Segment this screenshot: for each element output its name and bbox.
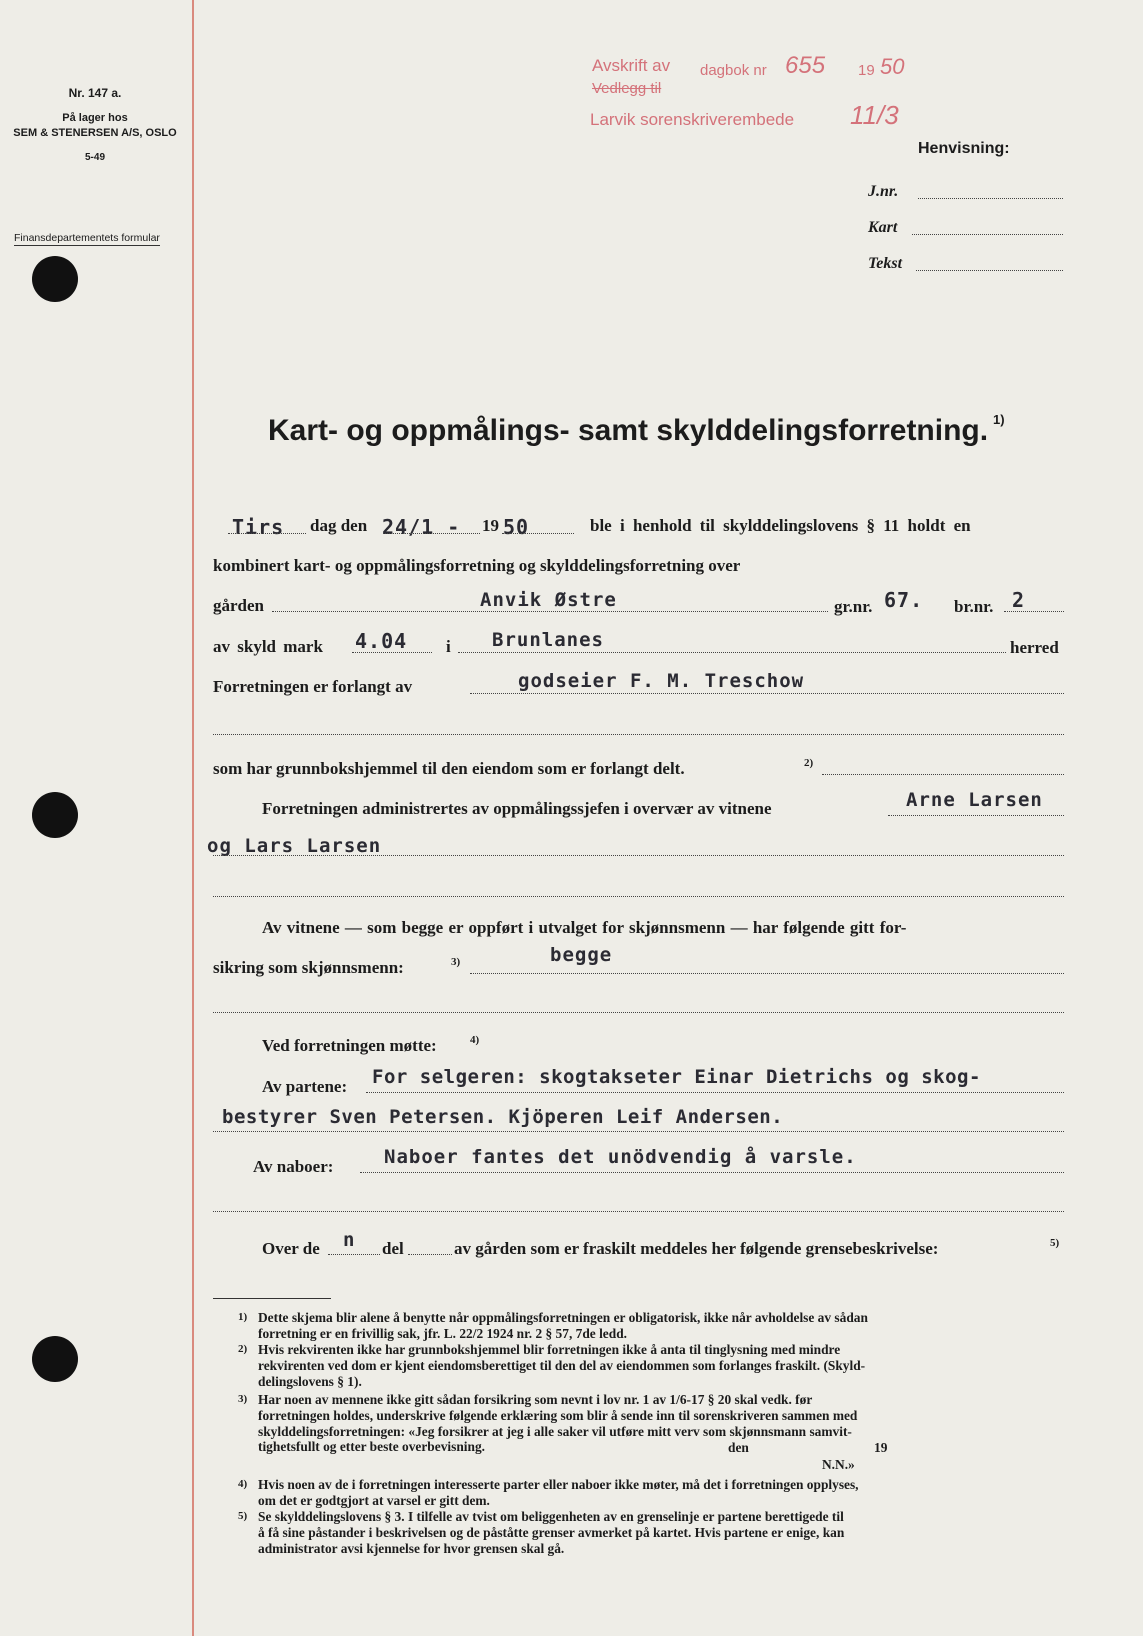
admin-text: Forretningen administrertes av oppmålingssjefen i overvær av vitnene: [262, 799, 772, 818]
skyld-value: 4.04: [355, 629, 408, 653]
year-prefix: 19: [482, 516, 499, 535]
stamp-dagbok: dagbok nr: [700, 62, 767, 79]
kart-label: Kart: [868, 219, 898, 236]
footnote-line: å få sine påstander i beskrivelsen og de påståtte grenser avmerket på kartet. Hvis partene er enige, kan: [258, 1524, 845, 1540]
form-number: Nr. 147 a.: [68, 86, 122, 100]
reference-heading: Henvisning:: [918, 140, 1010, 157]
date-value: 24/1 -: [382, 515, 461, 539]
footnote-line: Dette skjema blir alene å benytte når oppmålingsforretningen er obligatorisk, ikke når avholdelse av sådan: [258, 1310, 868, 1325]
garden-line: [272, 611, 828, 612]
stamp-journal-number: 655: [785, 52, 826, 79]
footnote-line: administrator avsi kjennelse for hvor grensen skal gå.: [258, 1540, 565, 1556]
hjemmel-line: [822, 774, 1064, 775]
over-line: [328, 1254, 380, 1255]
forlangt-line2: [213, 734, 1064, 735]
witness-line2: [213, 855, 1064, 856]
stamp-office: Larvik sorenskriverembede: [590, 110, 795, 129]
witness-value1: Arne Larsen: [906, 789, 1043, 811]
footnote3-year: 19: [874, 1440, 888, 1455]
edition: 5-49: [84, 152, 105, 163]
footnote-line: skylddelingsforretningen: «Jeg forsikrer at jeg i alle saker vil utføre mitt verv som skjønnsmann samvit-: [258, 1423, 852, 1439]
vitne-line1: Av vitnene — som begge er oppført i utvalget for skjønnsmenn — har følgende gitt for-: [262, 918, 907, 937]
vitne-note: 3): [451, 956, 461, 968]
stamp-year-prefix: 19: [858, 62, 875, 79]
partene-line1: [366, 1092, 1064, 1093]
hjemmel-text: som har grunnbokshjemmel til den eiendom som er forlangt delt.: [213, 759, 685, 778]
jnr-line: [918, 198, 1063, 199]
partene-value1: For selgeren: skogtakseter Einar Dietrichs og skog-: [372, 1066, 981, 1088]
skyld-label: av skyld mark: [213, 637, 323, 656]
i-label: i: [446, 637, 451, 656]
footnote-line: forretning er en frivillig sak, jfr. L. 22/2 1924 nr. 2 § 57, 7de ledd.: [258, 1325, 627, 1341]
herred-line: [458, 652, 1006, 653]
form-source: Finansdepartementets formular: [14, 232, 160, 244]
punch-hole: [32, 1336, 78, 1382]
footnote-3: [238, 1392, 1066, 1455]
stamp-vedlegg: Vedlegg til: [592, 80, 662, 97]
over-label: Over de: [262, 1239, 320, 1258]
date-line: [385, 533, 480, 534]
over-note: 5): [1050, 1237, 1060, 1249]
garden-value: Anvik Østre: [480, 589, 617, 611]
footnote-line: Hvis rekvirenten ikke har grunnbokshjemmel blir forretningen ikke å anta til tinglysning med mindre: [258, 1342, 841, 1357]
footnote-line: tighetsfullt og etter beste overbevisning.: [258, 1439, 485, 1455]
punch-hole: [32, 792, 78, 838]
partene-label: Av partene:: [262, 1077, 348, 1096]
footnote3-den: den: [728, 1440, 749, 1455]
del-line: [408, 1254, 452, 1255]
admin-line: [888, 815, 1064, 816]
forlangt-label: Forretningen er forlangt av: [213, 677, 413, 696]
naboer-label: Av naboer:: [253, 1157, 334, 1176]
footnote3-signature: N.N.»: [822, 1457, 855, 1472]
over-value: n: [343, 1229, 356, 1251]
dag-label: dag den: [310, 516, 368, 535]
weekday-value: Tirs: [232, 515, 285, 539]
footnote-num: 1): [238, 1311, 248, 1323]
vitne-value: begge: [550, 944, 613, 966]
footnote-line: Har noen av mennene ikke gitt sådan forsikring som nevnt i lov nr. 1 av 1/6-17 § 20 skal vedk. før: [258, 1392, 813, 1407]
footnote-2: [238, 1342, 1066, 1389]
herred-value: Brunlanes: [492, 629, 604, 651]
supplier-line2: SEM & STENERSEN A/S, OSLO: [13, 127, 177, 139]
footnote-line: om det er godtgjort at varsel er gitt dem.: [258, 1492, 490, 1508]
year-line: [502, 533, 574, 534]
motte-label: Ved forretningen møtte:: [262, 1036, 437, 1055]
footnote-5: [238, 1509, 1066, 1556]
tekst-line: [916, 270, 1063, 271]
jnr-label: J.nr.: [868, 183, 899, 200]
footnote-line: rekvirenten ved dom er kjent eiendomsberettiget til den del av eiendommen som forlanges fraskilt. (Skyld-: [258, 1357, 866, 1373]
hjemmel-note: 2): [804, 757, 814, 769]
intro-line2: kombinert kart- og oppmålingsforretning og skylddelingsforretning over: [213, 556, 741, 575]
kart-line: [912, 234, 1063, 235]
skyld-line: [352, 652, 432, 653]
forlangt-value: godseier F. M. Treschow: [518, 670, 805, 692]
partene-value2: bestyrer Sven Petersen. Kjöperen Leif Andersen.: [222, 1106, 784, 1128]
brnr-line: [1004, 611, 1064, 612]
footnote-4: [238, 1477, 1066, 1509]
stamp-year: 50: [880, 54, 905, 79]
vitne-line: [470, 973, 1064, 974]
intro-rest: ble i henhold til skylddelingslovens § 11 holdt en: [590, 516, 971, 535]
brnr-label: br.nr.: [954, 597, 994, 616]
footnote-line: Se skylddelingslovens § 3. I tilfelle av tvist om beliggenheten av en grenselinje er partene berettigede til: [258, 1509, 844, 1524]
footnote-num: 5): [238, 1510, 248, 1522]
stamp-date: 11/3: [850, 100, 899, 130]
vitne-line-extra: [213, 1012, 1064, 1013]
over-rest: av gården som er fraskilt meddeles her følgende grensebeskrivelse:: [454, 1239, 939, 1258]
naboer-value: Naboer fantes det unödvendig å varsle.: [384, 1146, 857, 1168]
footnote-line: Hvis noen av de i forretningen interesserte parter eller naboer ikke møter, må det i forretningen opplyses,: [258, 1477, 859, 1492]
document-title: Kart- og oppmålings- samt skylddelingsforretning.: [268, 414, 989, 447]
margin-line: [192, 0, 194, 1636]
del-label: del: [382, 1239, 404, 1258]
footnote-num: 2): [238, 1343, 248, 1355]
witness-value2: og Lars Larsen: [207, 835, 382, 857]
footnote-1: [238, 1310, 1066, 1342]
grnr-label: gr.nr.: [834, 597, 873, 616]
naboer-line: [360, 1172, 1064, 1173]
brnr-value: 2: [1012, 588, 1026, 612]
footnote-line: forretningen holdes, underskrive følgende erklæring som blir å sende inn til sorenskriveren sammen med: [258, 1407, 858, 1423]
naboer-line2: [213, 1211, 1064, 1212]
garden-label: gården: [213, 596, 264, 615]
title-note: 1): [993, 412, 1005, 427]
footnote-separator: [213, 1298, 331, 1299]
weekday-line: [228, 533, 306, 534]
motte-note: 4): [470, 1034, 480, 1046]
footnote-num: 3): [238, 1393, 248, 1405]
footnote-num: 4): [238, 1478, 248, 1490]
grnr-value: 67.: [884, 588, 924, 612]
herred-label: herred: [1010, 638, 1059, 657]
stamp-avskrift: Avskrift av: [592, 56, 671, 75]
footnote-line: delingslovens § 1).: [258, 1373, 362, 1389]
forlangt-line: [470, 693, 1064, 694]
tekst-label: Tekst: [868, 255, 903, 272]
punch-hole: [32, 256, 78, 302]
vitne-line2: sikring som skjønnsmenn:: [213, 958, 404, 977]
witness-line3: [213, 896, 1064, 897]
supplier-line1: På lager hos: [62, 112, 128, 124]
year-value: 50: [503, 515, 530, 539]
partene-line2: [213, 1131, 1064, 1132]
